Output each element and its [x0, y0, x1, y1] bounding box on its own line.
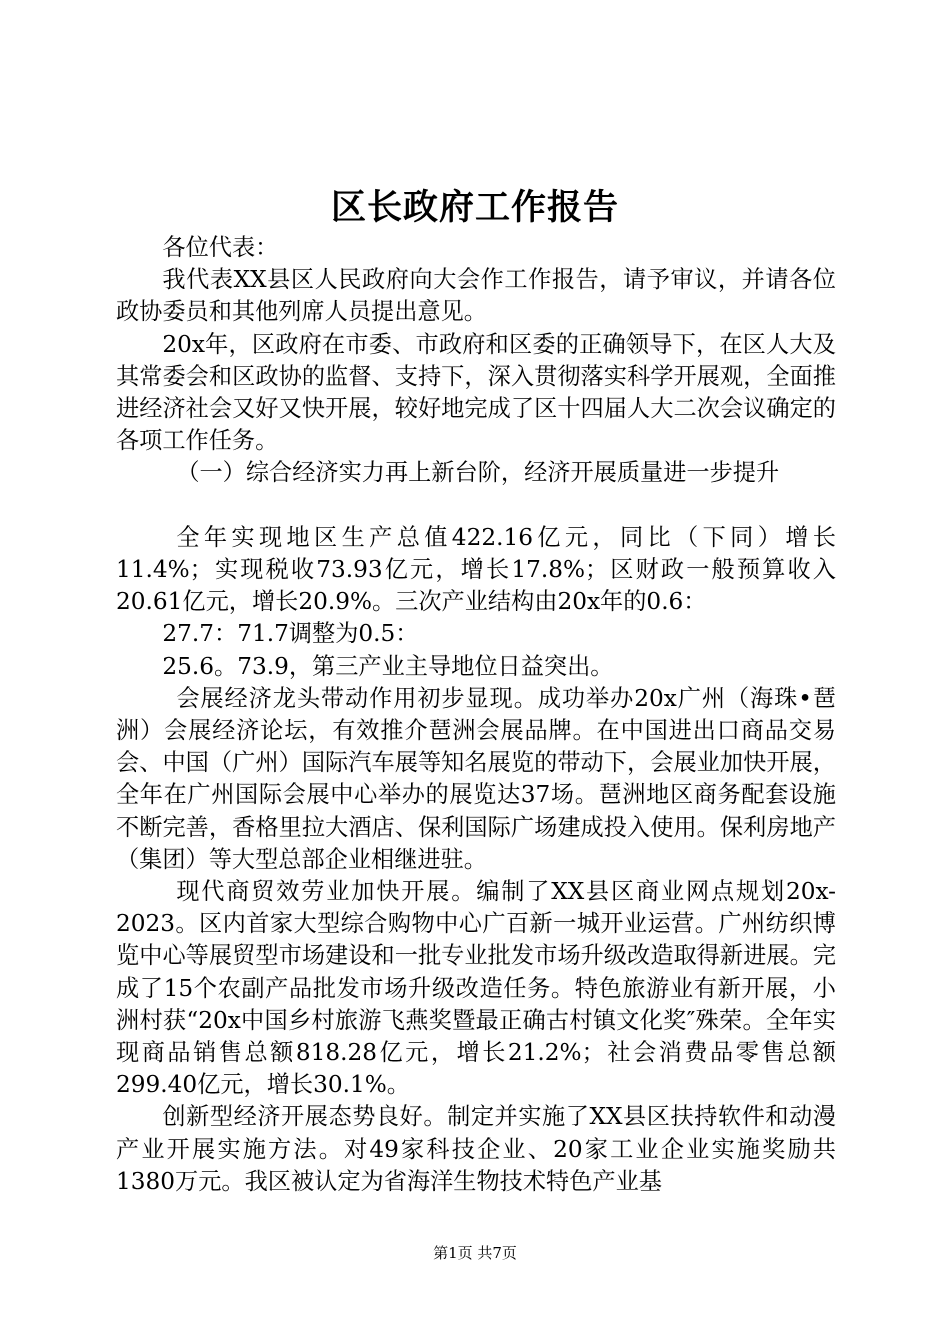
body-paragraph: 现代商贸效劳业加快开展。编制了XX县区商业网点规划20x-2023。区内首家大型综合购物中心广百新一城开业运营。广州纺织博览中心等展贸型市场建设和一批专业批发市场升级改造取得新进展。完成了15个农副产品批发市场升级改造任务。特色旅游业有新开展，小洲村获“20x中国乡村旅游飞燕奖暨最正确古村镇文化奖″殊荣。全年实现商品销售总额818.28亿元，增长21.2%；社会消费品零售总额299.40亿元，增长30.1%。: [116, 878, 836, 1099]
body-paragraph: 我代表XX县区人民政府向大会作工作报告，请予审议，并请各位政协委员和其他列席人员提出意见。: [116, 266, 836, 326]
document-body: [116, 232, 836, 1198]
body-paragraph: 27.7：71.7调整为0.5：: [162, 620, 419, 648]
body-paragraph: 25.6。73.9，第三产业主导地位日益突出。: [162, 652, 614, 680]
body-paragraph: 全年实现地区生产总值422.16亿元，同比（下同）增长11.4%；实现税收73.93亿元，增长17.8%；区财政一般预算收入20.61亿元，增长20.9%。三次产业结构由20x年的0.6：: [116, 523, 836, 616]
salutation-paragraph: 各位代表：: [162, 234, 279, 261]
section-heading: （一）综合经济实力再上新台阶，经济开展质量进一步提升: [176, 459, 780, 487]
document-title: 区长政府工作报告: [330, 187, 619, 228]
body-paragraph: 20x年，区政府在市委、市政府和区委的正确领导下，在区人大及其常委会和区政协的监督、支持下，深入贯彻落实科学开展观，全面推进经济社会又好又快开展，较好地完成了区十四届人大二次会议确定的各项工作任务。: [116, 330, 836, 455]
body-paragraph: 会展经济龙头带动作用初步显现。成功举办20x广州（海珠•琶洲）会展经济论坛，有效推介琶洲会展品牌。在中国进出口商品交易会、中国（广州）国际汽车展等知名展览的带动下，会展业加快开展，全年在广州国际会展中心举办的展览达37场。琶洲地区商务配套设施不断完善，香格里拉大酒店、保利国际广场建成投入使用。保利房地产（集团）等大型总部企业相继进驻。: [116, 684, 836, 873]
body-paragraph: 创新型经济开展态势良好。制定并实施了XX县区扶持软件和动漫产业开展实施方法。对49家科技企业、20家工业企业实施奖励共1380万元。我区被认定为省海洋生物技术特色产业基: [116, 1103, 836, 1195]
page-number-footer: 第1页 共7页: [433, 1244, 517, 1262]
